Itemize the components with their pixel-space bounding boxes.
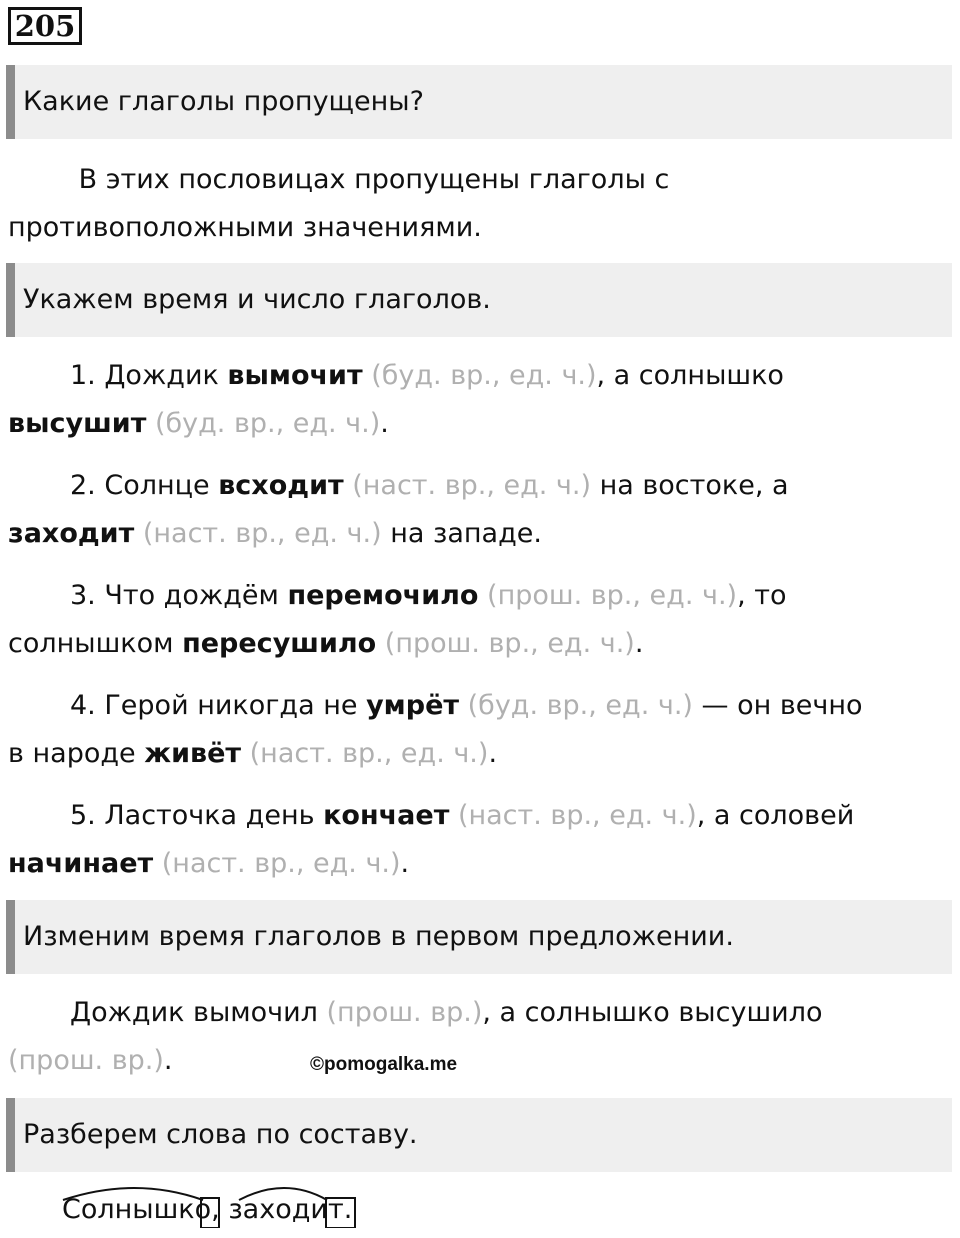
verb: всходит (218, 470, 344, 501)
verb: пересушило (182, 628, 377, 659)
proverb-3 (8, 572, 908, 668)
task-number: 205 (8, 7, 82, 45)
proverb-text: . (634, 628, 644, 659)
proverb-text: , то (737, 580, 787, 611)
proverb-text: . (380, 408, 389, 439)
watermark: ©pomogalka.me (310, 1054, 458, 1075)
verb-annotation: (наст. вр., ед. ч.) (241, 738, 489, 769)
intro-line-1: В этих пословицах пропущены глаголы с (78, 164, 670, 195)
verb-annotation: (наст. вр., ед. ч.) (153, 848, 401, 879)
proverb-text: 4. Герой никогда не (70, 690, 367, 721)
word-root: заход (228, 1194, 311, 1225)
verb: вымочит (227, 360, 363, 391)
proverb-text: , а соловей (696, 800, 855, 831)
proverb-text: 2. Солнце (70, 470, 219, 501)
verb: заходит (8, 518, 135, 549)
proverb-1 (8, 352, 908, 448)
section-banner-change-tense: Изменим время глаголов в первом предложении. (6, 900, 952, 974)
proverb-2 (8, 462, 908, 558)
sentence-text: , а солнышко высушило (482, 997, 823, 1028)
separator: , (211, 1194, 229, 1225)
verb: умрёт (366, 690, 460, 721)
intro-line-2: противоположными значениями. (8, 212, 482, 243)
verb: высушит (8, 408, 147, 439)
verb-annotation: (прош. вр.) (8, 1045, 164, 1076)
proverb-text: . (400, 848, 410, 879)
verb-annotation: (наст. вр., ед. ч.) (134, 518, 382, 549)
proverb-text: 5. Ласточка день (70, 800, 324, 831)
verb-annotation: (буд. вр., ед. ч.) (459, 690, 693, 721)
proverb-text: на западе. (381, 518, 542, 549)
separator: . (343, 1194, 353, 1225)
verb-annotation: (буд. вр., ед. ч.) (362, 360, 597, 391)
sentence-text: Дождик вымочил (70, 997, 318, 1028)
intro-paragraph (8, 156, 908, 252)
section-banner-tense-number: Укажем время и число глаголов. (6, 263, 952, 337)
proverb-text: , а солнышко (596, 360, 784, 391)
proverb-text: в народе (8, 738, 145, 769)
verb-annotation: (прош. вр., ед. ч.) (376, 628, 635, 659)
verb-annotation: (наст. вр., ед. ч.) (343, 470, 592, 501)
verb-annotation: (буд. вр., ед. ч.) (146, 408, 381, 439)
verb: начинает (8, 848, 154, 879)
verb: живёт (144, 738, 242, 769)
proverb-text: 1. Дождик (70, 360, 228, 391)
word-ending: о (194, 1194, 212, 1225)
proverb-4 (8, 682, 908, 778)
proverb-text: 3. Что дождём (70, 580, 288, 611)
verb-annotation: (прош. вр., ед. ч.) (478, 580, 738, 611)
verb-annotation: (прош. вр.) (317, 997, 483, 1028)
section-banner-missing-verbs: Какие глаголы пропущены? (6, 65, 952, 139)
section-banner-morphology: Разберем слова по составу. (6, 1098, 952, 1172)
proverb-5 (8, 792, 908, 888)
changed-sentence (8, 989, 908, 1085)
verb: кончает (323, 800, 450, 831)
proverb-text: — он вечно (692, 690, 863, 721)
proverb-text: солнышком (8, 628, 183, 659)
word-root: Солнышк (62, 1194, 195, 1225)
verb: перемочило (287, 580, 479, 611)
sentence-text: . (163, 1045, 173, 1076)
morpheme-words (62, 1186, 352, 1234)
proverb-text: . (488, 738, 498, 769)
verb-annotation: (наст. вр., ед. ч.) (449, 800, 697, 831)
proverb-text: на востоке, а (591, 470, 789, 501)
word-ending: ит (310, 1194, 344, 1225)
